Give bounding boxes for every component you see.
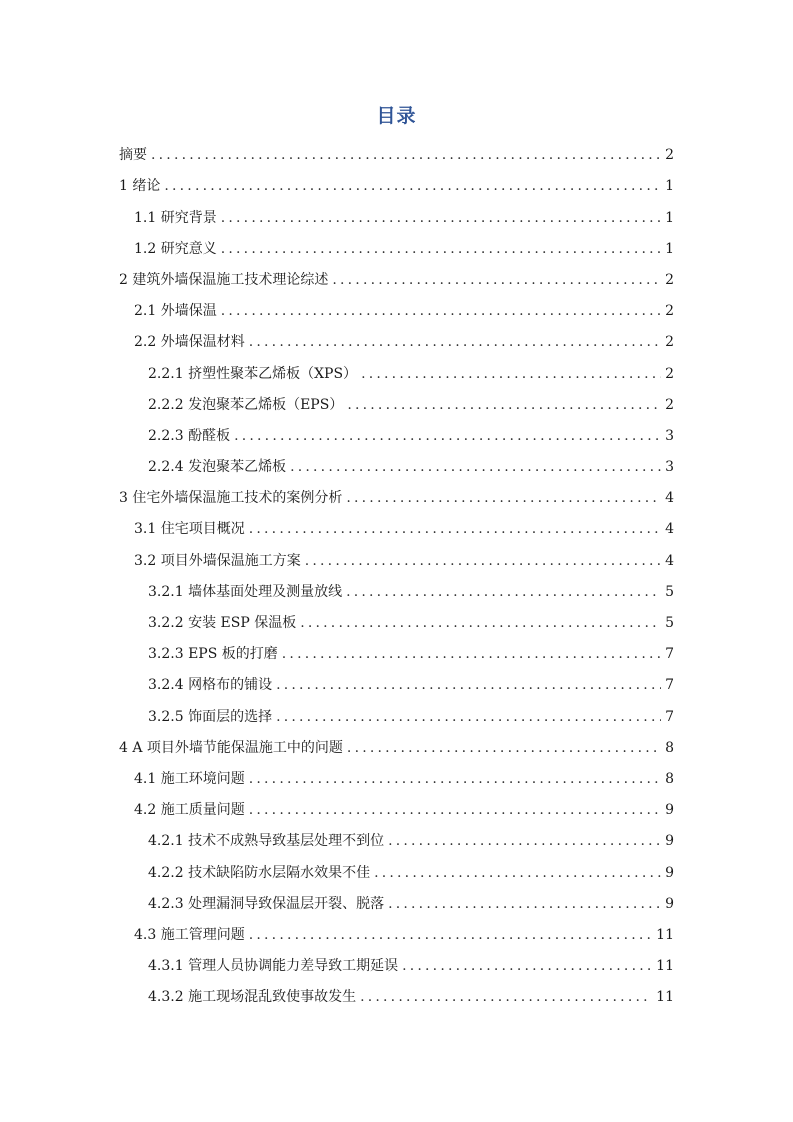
toc-entry-text: 3.2.3 EPS 板的打磨: [148, 646, 278, 663]
toc-entry-text: 2.2.1 挤塑性聚苯乙烯板（XPS）: [148, 365, 358, 382]
toc-page-number: 3: [665, 427, 674, 444]
toc-entry[interactable]: [119, 670, 674, 701]
toc-leader: [234, 421, 661, 452]
toc-entry[interactable]: [119, 483, 674, 514]
toc-leader: [388, 826, 661, 857]
toc-page-number: 2: [665, 365, 674, 382]
toc-entry[interactable]: [119, 358, 674, 389]
toc-page-number: 9: [665, 802, 674, 819]
toc-entry[interactable]: [119, 234, 674, 265]
toc-leader: [305, 546, 661, 577]
toc-entry-text: 1 绪论: [119, 178, 161, 195]
toc-leader: [249, 764, 661, 795]
toc-page-number: 9: [665, 895, 674, 912]
toc-page-number: 5: [665, 583, 674, 600]
toc-page-number: 8: [665, 770, 674, 787]
toc-entry[interactable]: [119, 545, 674, 576]
toc-page-number: 8: [665, 739, 674, 756]
toc-leader: [402, 951, 652, 982]
toc-entry-text: 摘要: [119, 147, 147, 164]
toc-page-number: 9: [665, 864, 674, 881]
toc-entry[interactable]: [119, 296, 674, 327]
toc-entry-text: 4.1 施工环境问题: [134, 770, 245, 787]
toc-leader: [151, 140, 661, 171]
toc-entry-text: 4.2.3 处理漏洞导致保温层开裂、脱落: [148, 895, 385, 912]
toc-entry-text: 1.1 研究背景: [134, 209, 217, 226]
toc-entry-text: 2 建筑外墙保温施工技术理论综述: [119, 271, 329, 288]
toc-leader: [347, 390, 661, 421]
toc-entry[interactable]: [119, 421, 674, 452]
toc-page-number: 11: [656, 958, 674, 975]
toc-entry-text: 4 A 项目外墙节能保温施工中的问题: [119, 739, 343, 756]
toc-leader: [249, 514, 661, 545]
toc-entry[interactable]: [119, 608, 674, 639]
toc-leader: [249, 795, 661, 826]
toc-entry[interactable]: [119, 514, 674, 545]
toc-entry-text: 2.2 外墙保温材料: [134, 334, 245, 351]
toc-leader: [346, 483, 661, 514]
toc-entry[interactable]: [119, 140, 674, 171]
toc-page-number: 7: [665, 677, 674, 694]
toc-entry[interactable]: [119, 857, 674, 888]
toc-page-number: 2: [665, 271, 674, 288]
toc-entry[interactable]: [119, 265, 674, 296]
toc-entry[interactable]: [119, 982, 674, 1013]
toc-entry[interactable]: [119, 701, 674, 732]
toc-entry[interactable]: [119, 795, 674, 826]
toc-leader: [221, 203, 661, 234]
toc-entry-text: 3.2 项目外墙保温施工方案: [134, 552, 301, 569]
toc-entry-text: 3.2.5 饰面层的选择: [148, 708, 273, 725]
toc-page-number: 11: [656, 989, 674, 1006]
toc-entry[interactable]: [119, 889, 674, 920]
toc-entry[interactable]: [119, 951, 674, 982]
toc-entry[interactable]: [119, 327, 674, 358]
toc-page-number: 2: [665, 303, 674, 320]
toc-leader: [361, 359, 661, 390]
toc-entry-text: 3 住宅外墙保温施工技术的案例分析: [119, 490, 343, 507]
toc-entry[interactable]: [119, 577, 674, 608]
toc-entry-text: 2.2.2 发泡聚苯乙烯板（EPS）: [148, 396, 344, 413]
toc-entry-text: 4.2.1 技术不成熟导致基层处理不到位: [148, 833, 385, 850]
toc-entry-text: 3.1 住宅项目概况: [134, 521, 245, 538]
toc-leader: [374, 858, 661, 889]
toc-entry-text: 3.2.1 墙体基面处理及测量放线: [148, 583, 343, 600]
toc-entry-text: 1.2 研究意义: [134, 240, 217, 257]
toc-leader: [290, 452, 661, 483]
toc-leader: [249, 327, 661, 358]
toc-page-number: 2: [665, 396, 674, 413]
toc-page-number: 1: [665, 209, 674, 226]
toc-entry[interactable]: [119, 390, 674, 421]
table-of-contents: [119, 140, 674, 1013]
toc-page-number: 7: [665, 708, 674, 725]
toc-page-number: 4: [665, 490, 674, 507]
toc-entry-text: 4.3.2 施工现场混乱致使事故发生: [148, 989, 357, 1006]
toc-entry-text: 2.2.4 发泡聚苯乙烯板: [148, 459, 287, 476]
toc-entry[interactable]: [119, 920, 674, 951]
toc-page-number: 9: [665, 833, 674, 850]
toc-page-number: 11: [656, 926, 674, 943]
toc-page-number: 5: [665, 615, 674, 631]
toc-leader: [221, 296, 661, 327]
toc-page-number: 1: [665, 240, 674, 257]
toc-page-number: 1: [665, 178, 674, 195]
toc-entry[interactable]: [119, 733, 674, 764]
toc-leader: [332, 265, 661, 296]
toc-leader: [276, 670, 661, 701]
toc-leader: [164, 171, 661, 202]
toc-leader: [360, 982, 652, 1013]
toc-entry-text: 2.2.3 酚醛板: [148, 427, 231, 444]
toc-entry[interactable]: [119, 452, 674, 483]
toc-entry-text: 3.2.2 安装 ESP 保温板: [148, 615, 297, 631]
toc-leader: [249, 920, 652, 951]
toc-page-number: 3: [665, 459, 674, 476]
toc-entry[interactable]: [119, 202, 674, 233]
toc-page-number: 2: [665, 147, 674, 164]
toc-entry-text: 3.2.4 网格布的铺设: [148, 677, 273, 694]
toc-entry-text: 2.1 外墙保温: [134, 303, 217, 320]
toc-page-number: 7: [665, 646, 674, 663]
toc-page-number: 4: [665, 552, 674, 569]
toc-entry-text: 4.3 施工管理问题: [134, 926, 245, 943]
toc-entry[interactable]: [119, 764, 674, 795]
toc-leader: [346, 577, 661, 608]
toc-leader: [221, 234, 661, 265]
toc-leader: [300, 608, 661, 639]
toc-entry-text: 4.3.1 管理人员协调能力差导致工期延误: [148, 958, 399, 975]
toc-page-number: 4: [665, 521, 674, 538]
toc-entry-text: 4.2.2 技术缺陷防水层隔水效果不佳: [148, 864, 371, 881]
toc-leader: [276, 702, 661, 733]
toc-entry[interactable]: [119, 171, 674, 202]
toc-entry[interactable]: [119, 639, 674, 670]
toc-page-number: 2: [665, 334, 674, 351]
toc-title: 目录: [376, 105, 417, 127]
toc-leader: [347, 733, 661, 764]
toc-leader: [282, 639, 661, 670]
toc-entry[interactable]: [119, 826, 674, 857]
toc-entry-text: 4.2 施工质量问题: [134, 802, 245, 819]
toc-leader: [388, 889, 661, 920]
